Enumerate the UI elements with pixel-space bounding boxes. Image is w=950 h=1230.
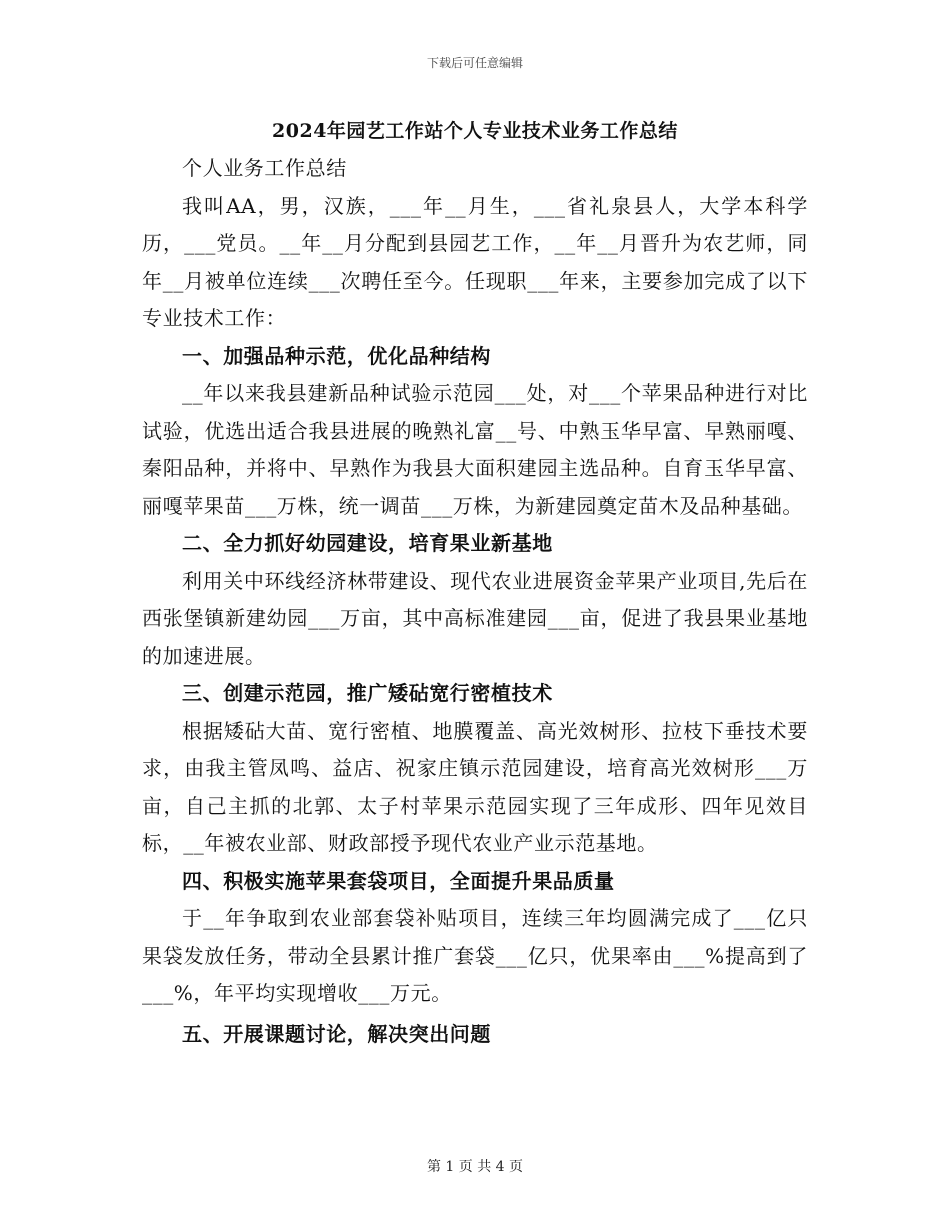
document-title: 2024年园艺工作站个人专业技术业务工作总结 — [272, 120, 678, 142]
section-heading-2: 二、全力抓好幼园建设，培育果业新基地 — [182, 531, 553, 555]
document-body — [142, 150, 808, 1053]
page-indicator: 第 1 页 共 4 页 — [426, 1159, 524, 1175]
section-body-3: 根据矮砧大苗、宽行密植、地膜覆盖、高光效树形、拉枝下垂技术要求，由我主管凤鸣、益店、祝家庄镇示范园建设，培育高光效树形___万亩，自己主抓的北郭、太子村苹果示范园实现了三年成形、四年见效目标，__年被农业部、财政部授予现代农业产业示范基地。 — [142, 718, 808, 855]
section-body-2: 利用关中环线经济林带建设、现代农业进展资金苹果产业项目,先后在西张堡镇新建幼园___万亩，其中高标准建园___亩，促进了我县果业基地的加速进展。 — [142, 568, 808, 668]
section-body-4: 于__年争取到农业部套袋补贴项目，连续三年均圆满完成了___亿只果袋发放任务，带动全县累计推广套袋___亿只，优果率由___%提高到了___%，年平均实现增收___万元。 — [142, 906, 808, 1005]
header-note: 下载后可任意编辑 — [426, 56, 523, 70]
section-heading-1: 一、加强品种示范，优化品种结构 — [182, 343, 491, 368]
section-heading-4: 四、积极实施苹果套袋项目，全面提升果品质量 — [182, 868, 615, 893]
subtitle: 个人业务工作总结 — [182, 156, 347, 180]
intro-paragraph: 我叫AA，男，汉族，___年__月生，___省礼泉县人，大学本科学历，___党员。__年__月分配到县园艺工作，__年__月晋升为农艺师，同年__月被单位连续___次聘任至今。任现职___年来，主要参加完成了以下专业技术工作： — [142, 193, 808, 330]
section-body-1: __年以来我县建新品种试验示范园___处，对___个苹果品种进行对比试验，优选出适合我县进展的晚熟礼富__号、中熟玉华早富、早熟丽嘎、秦阳品种，并将中、早熟作为我县大面积建园主选品种。自育玉华早富、丽嘎苹果苗___万株，统一调苗___万株，为新建园奠定苗木及品种基础。 — [142, 381, 808, 518]
section-heading-5: 五、开展课题讨论，解决突出问题 — [182, 1021, 491, 1046]
section-heading-3: 三、创建示范园，推广矮砧宽行密植技术 — [182, 681, 553, 705]
